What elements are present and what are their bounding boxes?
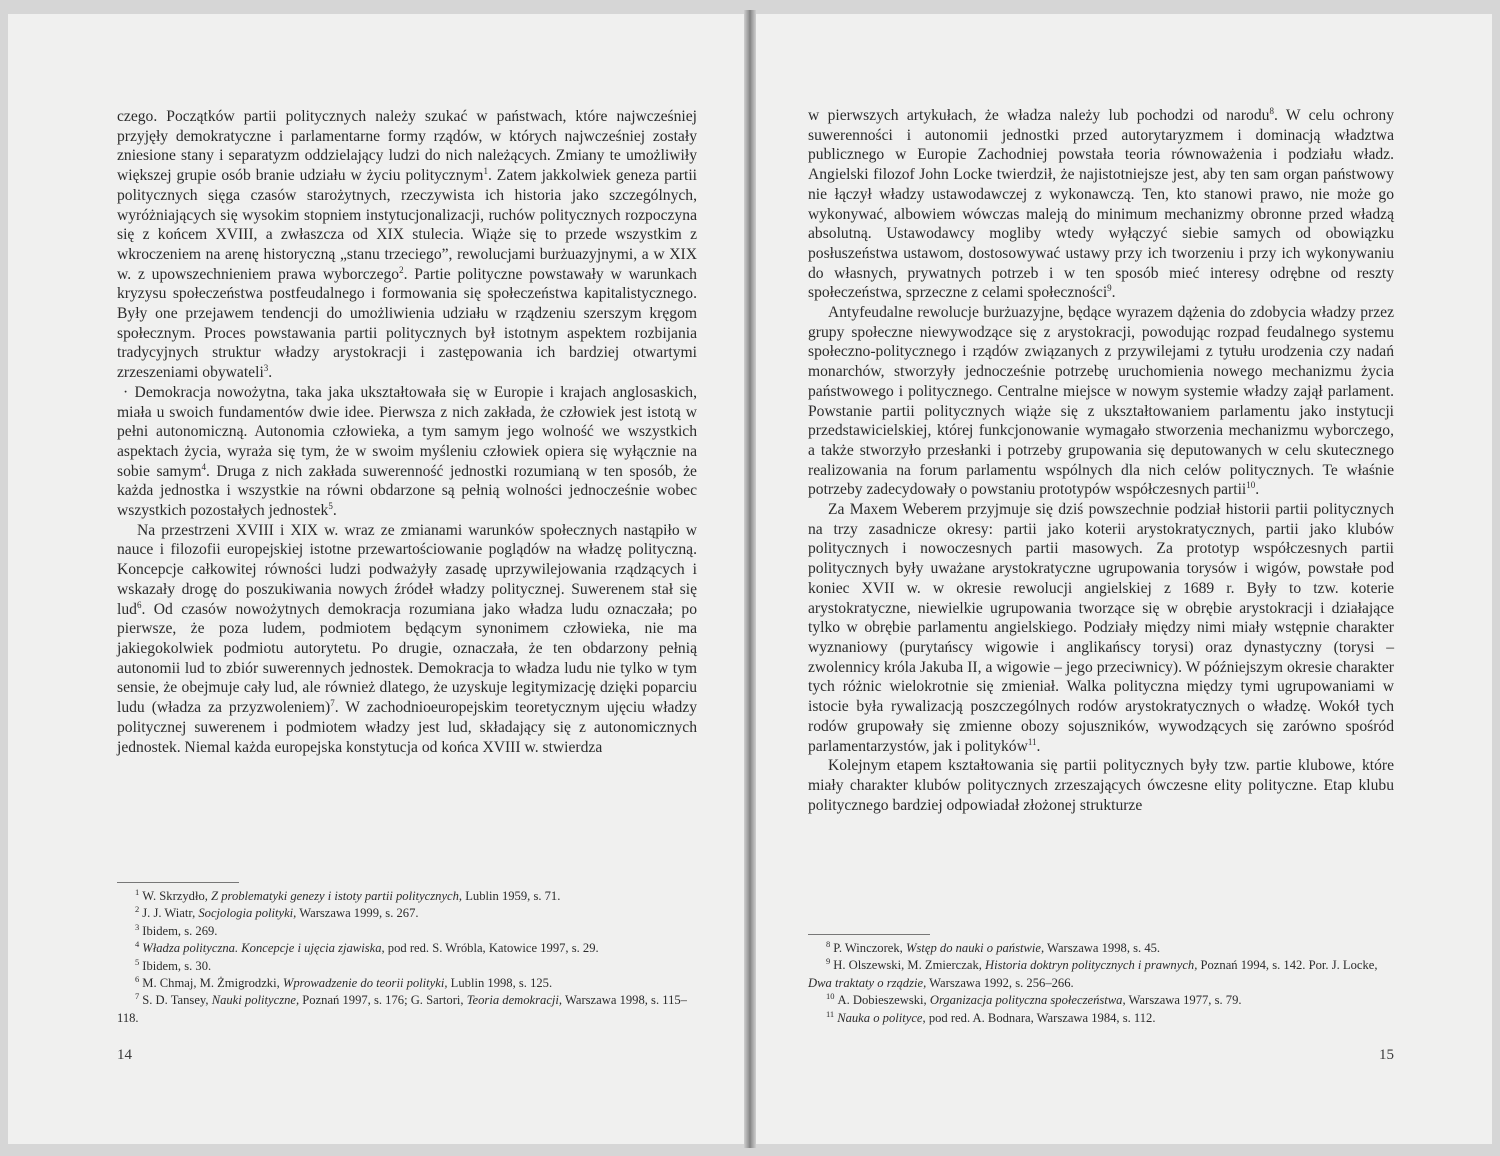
footnote-separator	[808, 934, 930, 935]
footnote-ref: 4	[201, 461, 206, 472]
footnote-title: Władza polityczna. Koncepcje i ujęcia zjawiska,	[142, 941, 385, 956]
footnote-text: pod red. S. Wróbla, Katowice 1997, s. 29.	[384, 941, 599, 956]
footnote-title: Wstęp do nauki o państwie,	[905, 941, 1045, 955]
footnote-text: Ibidem, s. 269.	[142, 923, 218, 938]
footnote-number: 9	[826, 956, 831, 967]
text-run: Kolejnym etapem kształtowania się partii politycznych były tzw. partie klubowe, które miały charakter klubów politycznych zrzeszających ówczesne elity polityczne. Etap klubu politycznego bardziej odpowiadał złożonej strukturze	[808, 757, 1394, 814]
text-run: .	[1111, 284, 1116, 302]
footnote-text: Poznań 1994, s. 142. Por. J. Locke,	[1197, 958, 1378, 973]
footnote-text: A. Dobieszewski,	[837, 993, 930, 1008]
footnote	[117, 888, 697, 905]
text-run: . W celu ochrony suwerenności i autonomii jednostki przed autorytaryzmem i dominacją władztwa publicznego w Europie Zachodniej powstała teoria równoważenia i podziału władz. Angielski filozof John Locke twierdził, że najistotniejsze jest, aby ten sam organ państwowy nie łączył władzy ustawodawczej z wykonawczą. Ten, kto stanowi prawo, nie może go wykonywać, albowiem wówczas maleją do minimum mechanizmy obronne przed władzą absolutną. Ustawodawcy mogliby wtedy wyłączyć siebie samych od obowiązku posłuszeństwa ustawom, dostosowywać ustawy przy ich tworzeniu i przy ich wykonywaniu do własnych, prywatnych potrzeb i w ten sposób mieć interesy odrębne od reszty społeczeństwa, sprzeczne z celami społeczności	[808, 107, 1394, 302]
footnote-number: 6	[135, 974, 140, 985]
footnote-text: Warszawa 1998, s. 115–118.	[117, 993, 687, 1025]
text-run: . Zatem jakkolwiek geneza partii politycznych sięga czasów starożytnych, rzeczywista ich historia jako szczególnych, wyróżniających się wysokim stopniem instytucjonalizacji, ruchów politycznych rozpoczyna się z końcem XVIII, a zwłaszcza od XIX stulecia. Wiąże się to przede wszystkim z wkroczeniem na arenę historyczną „stanu trzeciego”, rewolucjami burżuazyjnymi, a w XIX w. z upowszechnieniem prawa wyborczego	[117, 167, 697, 283]
footnote-text: J. J. Wiatr,	[142, 906, 199, 921]
footnote-ref: 9	[1107, 283, 1112, 294]
paragraph	[117, 383, 697, 521]
footnote	[117, 975, 697, 992]
text-run: · Demokracja nowożytna, taka jaka ukształtowała się w Europie i krajach anglosaskich, miała u swoich fundamentów dwie idee. Pierwsza z nich zakłada, że człowiek jest istotą w pełni autonomiczną. Autonomia człowieka, a tym samym jego wolność we wszystkich aspektach życia, wyraża się tym, że w swoim myśleniu człowiek opiera się wyłącznie na sobie samym	[117, 383, 697, 480]
footnote-text: Ibidem, s. 30.	[142, 958, 212, 973]
text-run: Na przestrzeni XVIII i XIX w. wraz ze zmianami warunków społecznych nastąpiło w nauce i filozofii europejskiej istotne przewartościowanie poglądów na władzę polityczną. Koncepcje całkowitej równości ludzi podważyły zasadę uprzywilejowania rządzących i wskazały drogę do poszukiwania nowych źródeł władzy politycznej. Suwerenem stał się lud	[117, 521, 697, 618]
footnote	[808, 1010, 1394, 1027]
right-page	[752, 14, 1492, 1144]
text-run: .	[268, 364, 273, 382]
footnote	[808, 957, 1394, 992]
footnote-number: 8	[826, 939, 831, 949]
footnote-title: Nauka o polityce,	[837, 1010, 926, 1025]
footnote-ref: 11	[1027, 736, 1037, 747]
footnote	[117, 940, 697, 957]
footnote-text: Lublin 1998, s. 125.	[447, 976, 553, 991]
paragraph	[117, 521, 697, 757]
footnote-text: W. Skrzydło,	[142, 889, 212, 903]
footnote-ref: 3	[263, 363, 269, 374]
footnote-ref: 1	[483, 166, 488, 177]
footnote-text: P. Winczorek,	[833, 941, 906, 955]
footnote-text: Warszawa 1999, s. 267.	[296, 906, 419, 921]
footnote-number: 3	[135, 921, 140, 932]
footnote-text: M. Chmaj, M. Żmigrodzki,	[142, 976, 283, 991]
page-number: 15	[1379, 1047, 1394, 1063]
text-run: w pierwszych artykułach, że władza należy lub pochodzi od narodu	[808, 107, 1270, 124]
paragraph	[808, 106, 1394, 303]
text-run: . Partie polityczne powstawały w warunkach kryzysu społeczeństwa postfeudalnego i formowania się społeczeństwa kapitalistycznego. Były one przejawem tendencji do umożliwienia udziału w rządzeniu szerszym kręgom społecznym. Proces powstawania partii politycznych był istotnym aspektem rozbijania tradycyjnych struktur władzy arystokracji i zastępowania ich bardziej otwartymi zrzeszeniami obywateli	[117, 265, 697, 382]
text-run: .	[1255, 481, 1260, 499]
paragraph	[808, 756, 1394, 815]
footnote-separator	[117, 882, 239, 883]
footnote-ref: 6	[136, 599, 142, 610]
text-run: . W zachodnioeuropejskim teoretycznym ujęciu władzy politycznej suwerenem i podmiotem władzy jest lud, składający się z autonomicznych jednostek. Niemal każda europejska konstytucja od końca XVIII w. stwierdza	[117, 699, 697, 756]
text-run: .	[332, 502, 337, 520]
footnote-ref: 7	[330, 698, 335, 709]
text-run: . Druga z nich zakłada suwerenność jednostki rozumianą w ten sposób, że każda jednostka i wszystkie na równi obdarzone są pełnią wolności jednocześnie wobec wszystkich pozostałych jednostek	[117, 462, 697, 520]
footnote-text: S. D. Tansey,	[142, 993, 212, 1008]
footnote-text: Warszawa 1992, s. 256–266.	[926, 975, 1074, 990]
footnote-title: Historia doktryn politycznych i prawnych,	[985, 958, 1198, 973]
paragraph	[808, 500, 1394, 756]
footnotes	[117, 888, 697, 1027]
text-run: Antyfeudalne rewolucje burżuazyjne, będące wyrazem dążenia do zdobycia władzy przez grupy społeczne niewywodzące się z arystokracji, powodując rozpad feudalnego systemu społeczno-politycznego i rządów związanych z przywilejami z tytułu urodzenia czy nadań monarchów, stworzyły jednocześnie potrzebę uruchomienia nowego mechanizmu życia państwowego i politycznego. Centralne miejsce w nowym systemie władzy zajął parlament. Powstanie partii politycznych wiąże się z ukształtowaniem parlamentu jako instytucji przedstawicielskiej, której funkcjonowanie wymagało stworzenia mechanizmu wyborczego, a także stworzyło przesłanki i potrzeby grupowania się deputowanych w celu skutecznego realizowania na forum parlamentu wspólnych dla nich celów politycznych. Te właśnie potrzeby zadecydowały o powstaniu prototypów współczesnych partii	[808, 304, 1394, 499]
footnote-number: 4	[135, 939, 140, 950]
footnote-text: H. Olszewski, M. Zmierczak,	[833, 958, 986, 973]
footnote-number: 11	[826, 1008, 835, 1019]
footnote-title: Socjologia polityki,	[198, 906, 297, 921]
footnote-number: 10	[826, 991, 835, 1002]
footnote-title: Z problematyki genezy i istoty partii politycznych,	[211, 889, 463, 903]
footnote	[117, 905, 697, 922]
text-run: Za Maxem Weberem przyjmuje się dziś powszechnie podział historii partii politycznych na trzy zasadnicze okresy: partii jako koterii arystokratycznych, partii jako klubów politycznych i nowoczesnych partii masowych. Za prototyp współczesnych partii politycznych były uważane arystokratyczne ugrupowania torysów i wigów, powstałe pod koniec XVII w. w okresie rewolucji angielskiej z 1689 r. Były to tzw. koterie arystokratyczne, niewielkie ugrupowania tworzące się w obrębie arystokracji i działające tylko w obrębie parlamentu angielskiego. Podziały między nimi miały wstępnie charakter wyznaniowy (purytańscy wigowie i anglikańscy torysi) oraz dynastyczny (torysi – zwolennicy króla Jakuba II, a wigowie – jego przeciwnicy). W późniejszym okresie charakter tych różnic wielokrotnie się zmieniał. Walka polityczna między tymi ugrupowaniami w istocie była rywalizacją poszczególnych rodów arystokratycznych o władzę. Wokół tych rodów grupowały się zmienne obozy sojuszników, wywodzących się zarówno spośród parlamentarzystów, jak i polityków	[808, 501, 1394, 755]
book-gutter	[744, 10, 756, 1148]
footnote-text: Warszawa 1977, s. 79.	[1125, 993, 1242, 1008]
paragraph	[117, 107, 697, 383]
main-text	[808, 106, 1394, 815]
footnote-text: Poznań 1997, s. 176; G. Sartori,	[299, 993, 467, 1008]
footnote	[808, 992, 1394, 1009]
footnote-ref: 5	[328, 501, 333, 512]
left-page	[8, 14, 748, 1144]
footnote-title: Wprowadzenie do teorii polityki,	[282, 976, 448, 991]
footnote-title: Teoria demokracji,	[466, 993, 563, 1008]
text-run: . Od czasów nowożytnych demokracja rozumiana jako władza ludu oznaczała; po pierwsze, że poza ludem, podmiotem będącym synonimem człowieka, nie ma jakiegokolwiek podmiotu autorytetu. Po drugie, oznaczała, że ten obdarzony pełnią autonomii lud to zbiór suwerennych jednostek. Demokracja to władza ludu nie tylko w tym sensie, że obejmuje cały lud, ale również dlatego, że uzyskuje legitymizację dzięki poparciu ludu (władza za przyzwoleniem)	[117, 600, 697, 717]
footnote-title: Nauki polityczne,	[211, 993, 300, 1008]
footnote	[117, 923, 697, 940]
footnote-number: 2	[135, 904, 140, 915]
footnote-text: pod red. A. Bodnara, Warszawa 1984, s. 112.	[925, 1010, 1156, 1025]
footnote-ref: 8	[1269, 106, 1274, 116]
footnote-text: Warszawa 1998, s. 45.	[1044, 941, 1161, 955]
footnote-ref: 10	[1246, 480, 1256, 491]
text-run: czego. Początków partii politycznych należy szukać w państwach, które najwcześniej przyjęły demokratyczne i parlamentarne formy rządów, w których najwcześniej zostały zniesione stany i separatyzm oddzielający ludzi do nich należących. Zmiany te umożliwiły większej grupie osób branie udziału w życiu politycznym	[117, 108, 697, 185]
footnote-number: 1	[135, 887, 140, 897]
footnote-ref: 2	[399, 264, 404, 275]
footnote-number: 5	[135, 956, 140, 967]
footnote	[808, 940, 1394, 957]
footnote-title: Organizacja polityczna społeczeństwa,	[929, 993, 1126, 1008]
paragraph	[808, 303, 1394, 500]
footnotes	[808, 940, 1394, 1027]
footnote-text: Lublin 1959, s. 71.	[462, 889, 561, 903]
footnote-number: 7	[135, 991, 140, 1002]
main-text	[117, 107, 697, 757]
text-run: .	[1036, 737, 1041, 755]
footnote-title: Dwa traktaty o rządzie,	[808, 975, 927, 990]
footnote	[117, 992, 697, 1027]
page-number: 14	[117, 1047, 132, 1063]
footnote	[117, 958, 697, 975]
